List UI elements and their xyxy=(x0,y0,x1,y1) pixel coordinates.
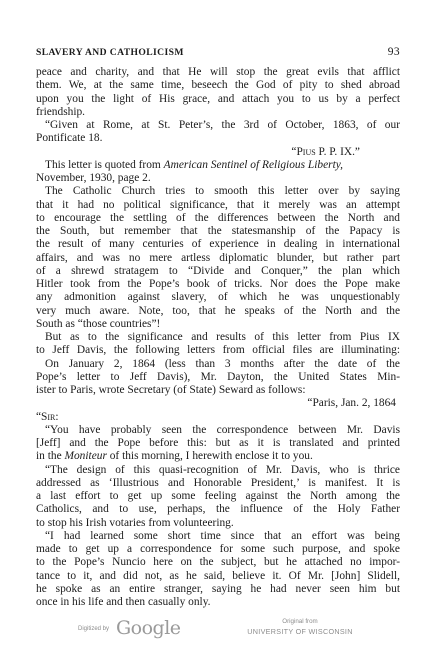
text-line: addressed as ‘Illustrious and Honorable President,’ is manifest. It is xyxy=(36,476,400,489)
periodical-title: American Sentinel of Religious Liberty, xyxy=(163,158,344,171)
text-line: a last effort to get up some feeling against the North among the xyxy=(36,490,400,502)
text-line: the South, but remember that the statesmanship of the Papacy is xyxy=(36,225,400,237)
text-line: “The design of this quasi-recognition of Mr. Davis, who is thrice xyxy=(45,463,400,476)
text-line: Hitler took from the Pope’s book of tricks. Nor does the Pope make xyxy=(36,278,400,290)
text-line: the result of many centuries of experience in dealing in international xyxy=(36,238,400,251)
text-line: “Given at Rome, at St. Peter’s, the 3rd of October, 1863, of our xyxy=(45,119,400,131)
text-line xyxy=(36,159,400,172)
text-line: of a shrewd stratagem to “Divide and Conquer,” the plan which xyxy=(36,264,400,277)
text-line: to encourage the settling of the differences between the North and xyxy=(36,211,400,224)
google-logo: Google xyxy=(116,617,181,639)
text-line: But as to the significance and results of this letter from Pius IX xyxy=(45,331,400,343)
text-line xyxy=(36,450,400,463)
text-run: This letter is quoted from xyxy=(45,158,164,171)
signature-line: “Pius P. P. IX.” xyxy=(291,145,360,158)
text-line: “I had learned some short time since that an effort was being xyxy=(45,529,400,542)
running-head xyxy=(36,47,400,61)
text-line: tance to it, and did not, as he said, believe it. Of Mr. [John] Slidell, xyxy=(36,569,400,582)
text-line: The Catholic Church tries to smooth this letter over by saying xyxy=(45,185,400,198)
body-text xyxy=(36,66,400,609)
text-line: once in his life and then casually only. xyxy=(36,596,211,608)
text-line: upon you the light of His grace, and attach you to us by a perfect xyxy=(36,92,400,105)
text-line: November, 1930, page 2. xyxy=(36,172,151,184)
text-line: very much aware. Note, too, that he speaks of the North and the xyxy=(36,304,400,317)
newspaper-title: Moniteur xyxy=(64,450,107,463)
text-line: friendship. xyxy=(36,105,86,118)
text-line: Catholics, and to use, perhaps, the influence of the Holy Father xyxy=(36,503,400,516)
text-line: On January 2, 1864 (less than 3 months after the date of the xyxy=(45,357,400,370)
text-line: South as “those countries”! xyxy=(36,317,161,330)
digitized-by-label: Digitized by xyxy=(78,626,110,632)
text-line: peace and charity, and that He will stop the great evils that afflict xyxy=(36,66,400,78)
text-line: [Jeff] and the Pope before this: but as it is translated and printed xyxy=(36,437,400,449)
scan-watermark xyxy=(0,612,432,642)
text-line: he spoke as an entire stranger, saying he had never seen him but xyxy=(36,582,400,595)
text-line: that it had no political significance, that it merely was an attempt xyxy=(36,198,400,211)
original-from-label: Original from xyxy=(282,618,318,625)
letter-salutation: “Sir: xyxy=(36,410,59,423)
text-line: “You have probably seen the correspondence between Mr. Davis xyxy=(45,423,400,436)
text-line: to Jeff Davis, the following letters from official files are illuminating: xyxy=(36,344,400,357)
text-line: any admonition against slavery, of which he was unquestionably xyxy=(36,291,400,304)
text-line: them. We, at the same time, beseech the God of pity to shed abroad xyxy=(36,79,400,92)
page-number: 93 xyxy=(387,46,400,58)
text-line: to the Pope’s Nuncio here on the subject, but he attached no impor- xyxy=(36,556,400,569)
text-run: in the xyxy=(36,450,65,463)
letter-dateline: “Paris, Jan. 2, 1864 xyxy=(307,397,396,410)
text-line: made to get up a correspondence for some such purpose, and spoke xyxy=(36,543,400,555)
text-line: Pontificate 18. xyxy=(36,132,103,145)
running-head-title: SLAVERY AND CATHOLICISM xyxy=(36,47,184,58)
text-line: Pope’s letter to Jeff Davis), Mr. Dayton, the United States Min- xyxy=(36,370,400,383)
original-source: UNIVERSITY OF WISCONSIN xyxy=(247,627,353,636)
text-line: affairs, and was no mere artless diplomatic blunder, but rather part xyxy=(36,251,400,264)
text-line: ister to Paris, wrote Secretary (of State) Seward as follows: xyxy=(36,384,306,396)
text-line: to stop his Irish votaries from volunteering. xyxy=(36,516,234,529)
text-run: of this morning, I herewith enclose it to you. xyxy=(106,450,313,463)
